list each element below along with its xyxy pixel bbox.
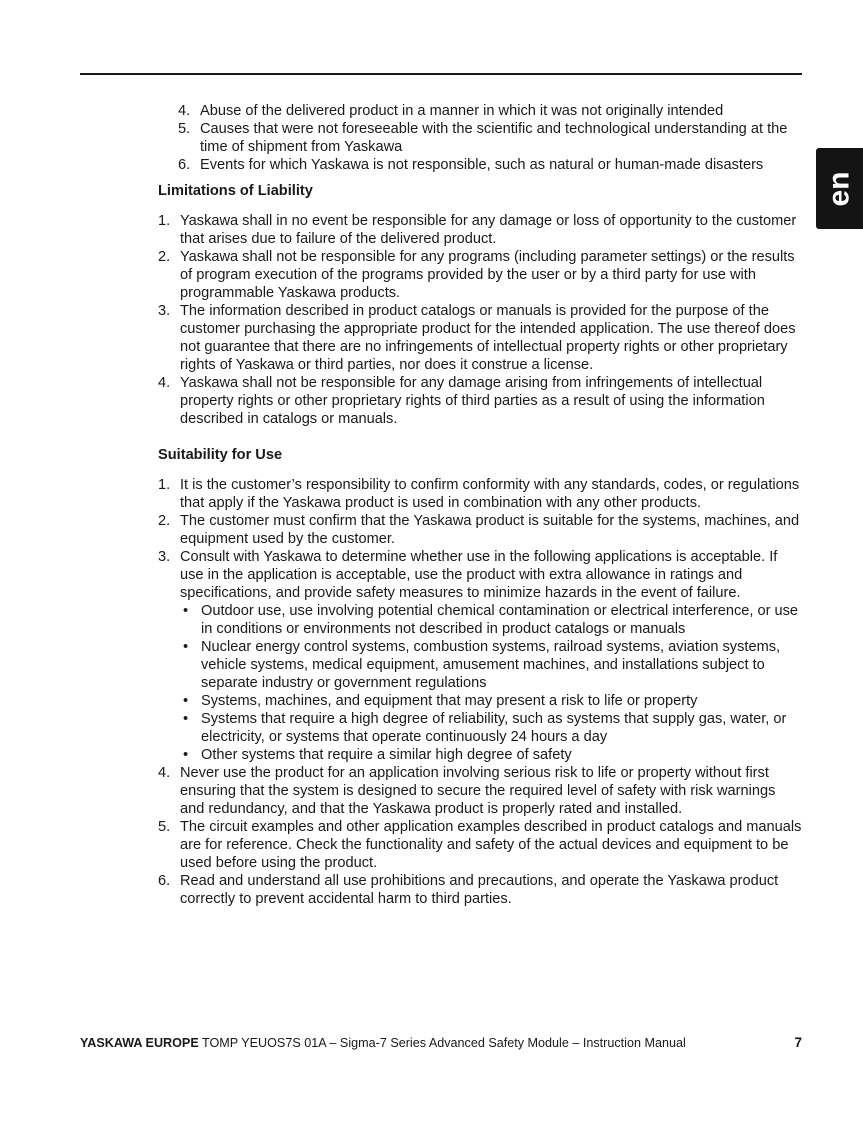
bullet-item: • Other systems that require a similar high degree of safety <box>183 747 572 763</box>
limitations-list <box>158 212 803 428</box>
bullet-item: • Systems, machines, and equipment that may present a risk to life or property <box>183 693 698 709</box>
footer-brand: YASKAWA EUROPE <box>80 1036 199 1050</box>
header-rule <box>80 73 802 75</box>
list-item: 6. Events for which Yaskawa is not responsible, such as natural or human-made disasters <box>178 157 764 173</box>
list-item: 4. Never use the product for an application involving serious risk to life or property without first ensuring that the system is designed to secure the required level of safety with risk warnings and redundancy, and that the Yaskawa product is properly rated and installed. <box>158 765 776 817</box>
list-item: 4. Abuse of the delivered product in a manner in which it was not originally intended <box>178 103 724 119</box>
bullet-icon: • <box>183 747 189 763</box>
suitability-list <box>158 476 803 908</box>
limitations-heading: Limitations of Liability <box>158 183 313 199</box>
bullet-item: • Outdoor use, use involving potential chemical contamination or electrical interference, or use in conditions or environments not described in product catalogs or manuals <box>183 603 799 637</box>
list-item: 3. Consult with Yaskawa to determine whether use in the following applications is acceptable. If use in the application is acceptable, use the product with extra allowance in ratings and specifications, and provide safety measures to minimize hazards in the event of failure. • Outdoor use, use involving potential chemical contamination or electrical interference, or use in conditions or environments not described in product catalogs or manuals • Nuclear energy control systems, combustion systems, railroad systems, aviation systems, vehicle systems, medical equipment, amusement machines, and installations subject to separate industry or government regulations • Systems, machines, and equipment that may present a risk to life or property • Systems that require a high degree of reliability, such as systems that supply gas, water, or electricity, or systems that operate continuously 24 hours a day • Other systems that require a similar high degree of safety <box>158 548 803 764</box>
page-content <box>158 102 803 908</box>
language-tab-label: en <box>822 170 856 207</box>
list-item: 5. The circuit examples and other application examples described in product catalogs and manuals are for reference. Check the functionality and safety of the actual devices and equipment to be used before using the product. <box>158 819 802 871</box>
language-tab <box>816 148 863 229</box>
bullet-item: • Systems that require a high degree of reliability, such as systems that supply gas, water, or electricity, or systems that operate continuously 24 hours a day <box>183 711 787 745</box>
list-item: 3. The information described in product catalogs or manuals is provided for the purpose of the customer purchasing the appropriate product for the intended application. The use thereof does not guarantee that there are no infringements of intellectual property rights or other proprietary rights of Yaskawa or third parties, nor does it construe a license. <box>158 303 796 373</box>
list-item: 5. Causes that were not foreseeable with the scientific and technological understanding at the time of shipment from Yaskawa <box>178 121 788 155</box>
list-item: 1. Yaskawa shall in no event be responsible for any damage or loss of opportunity to the customer that arises due to failure of the delivered product. <box>158 213 797 247</box>
list-item: 4. Yaskawa shall not be responsible for any damage arising from infringements of intellectual property rights or other proprietary rights of third parties as a result of using the information described in catalogs or manuals. <box>158 375 765 427</box>
bullet-icon: • <box>183 603 189 619</box>
bullet-icon: • <box>183 639 189 655</box>
footer-document-title: TOMP YEUOS7S 01A – Sigma-7 Series Advanced Safety Module – Instruction Manual <box>202 1036 686 1050</box>
continued-list <box>158 102 803 174</box>
list-item: 1. It is the customer’s responsibility to confirm conformity with any standards, codes, or regulations that apply if the Yaskawa product is used in combination with any other products. <box>158 477 800 511</box>
page-footer <box>80 1035 802 1051</box>
bullet-icon: • <box>183 693 189 709</box>
list-item: 2. The customer must confirm that the Yaskawa product is suitable for the systems, machines, and equipment used by the customer. <box>158 513 800 547</box>
application-bullets <box>180 602 803 764</box>
list-item: 6. Read and understand all use prohibitions and precautions, and operate the Yaskawa product correctly to prevent accidental harm to third parties. <box>158 873 779 907</box>
suitability-heading: Suitability for Use <box>158 447 283 463</box>
page-number: 7 <box>794 1035 802 1050</box>
bullet-icon: • <box>183 711 189 727</box>
bullet-item: • Nuclear energy control systems, combustion systems, railroad systems, aviation systems, vehicle systems, medical equipment, amusement machines, and installations subject to separate industry or government regulations <box>183 639 781 691</box>
list-item: 2. Yaskawa shall not be responsible for any programs (including parameter settings) or the results of program execution of the programs provided by the user or by a third party for use with programmable Yaskawa products. <box>158 249 795 301</box>
